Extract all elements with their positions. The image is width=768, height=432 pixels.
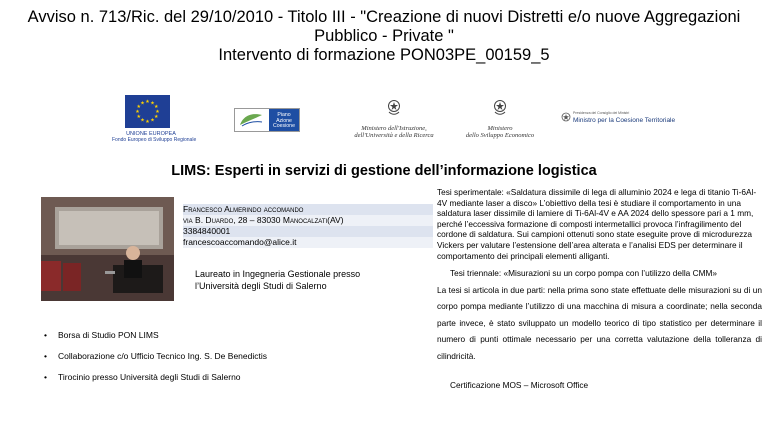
pon-label: Piano Azione Coesione [269,109,299,131]
eu-logo [112,95,197,143]
miur-line-2: dell'Università e della Ricerca [354,132,434,139]
header-line-2: Pubblico - Private " [314,27,454,45]
svg-text:★: ★ [136,114,142,120]
svg-text:★: ★ [135,109,140,115]
italian-emblem-icon [561,111,571,125]
svg-text:★: ★ [155,109,160,115]
coesione-small-text: Presidenza del Consiglio dei Ministri [573,111,630,115]
degree-text: Laureato in Ingegneria Gestionale presso l’Università degli Studi di Salerno [195,269,361,291]
pon-leaf-icon [238,112,264,128]
coesione-title: Ministro per la Coesione Territoriale [573,117,676,124]
profile-photo [41,197,174,301]
certification-text: Certificazione MOS – Microsoft Office [450,380,589,390]
list-item: • Collaborazione c/o Ufficio Tecnico Ing. S. De Benedictis [44,351,274,362]
pon-logo [234,108,300,132]
italian-emblem-icon [493,98,507,116]
contact-name: Francesco Almerindo accomando [183,204,433,215]
svg-text:★: ★ [150,100,155,107]
eu-flag-icon [125,95,170,128]
header-line-3: Intervento di formazione PON03PE_00159_5 [218,46,550,64]
italian-emblem-icon [387,98,401,116]
page-title: LIMS: Esperti in servizi di gestione dell’informazione logistica [171,163,597,179]
svg-text:★: ★ [145,119,150,125]
svg-text:★: ★ [153,104,159,110]
mise-line-2: dello Sviluppo Economico [465,132,535,139]
svg-text:★: ★ [140,100,145,107]
coesione-logo [561,110,676,128]
thesis-sperimentale: Tesi sperimentale: «Saldatura dissimile di lega di alluminio 2024 e lega di titanio Ti-6Al-4V mediante laser a disco» L’obiettivo della tesi è studiare il comportamento in una saldatura laser dissimile di lamiere di Ti-6Al-4V e AA 2024 dello spessore pari a 1 mm, perché l’eccessiva formazione di composti intermetallici provoca l’infragilimento del cordone di saldatura. Sui campioni ottenuti sono state eseguite prove di microdurezza Vickers per valutare l’estensione dell’area alterata e l’analisi EDS per determinare il comportamento dei principali elementi alliganti. [437,187,757,261]
miur-logo [352,98,436,140]
mise-line-1: Ministero [487,124,513,132]
mise-logo [463,98,537,140]
experience-list [44,330,274,393]
header-line-1: Avviso n. 713/Ric. del 29/10/2010 - Titolo III - "Creazione di nuovi Distretti e/o nuove Aggregazioni [27,8,741,26]
svg-text:★: ★ [136,104,142,110]
contact-phone: 3384840001 [183,226,433,237]
list-item: • Borsa di Studio PON LIMS [44,330,274,341]
svg-text:★: ★ [145,99,150,105]
svg-text:★: ★ [153,114,159,120]
miur-line-1: Ministero dell'Istruzione, [361,124,427,132]
page-header [0,8,768,65]
eu-label: UNIONE EUROPEA [126,131,176,137]
contact-email: francescoaccomando@alice.it [183,237,433,248]
eu-fund-label: Fondo Europeo di Sviluppo Regionale [112,137,197,143]
svg-text:★: ★ [150,117,155,124]
thesis-triennale-title: Tesi triennale: «Misurazioni su un corpo pompa con l’utilizzo della CMM» [450,268,718,278]
contact-address: via B. Duardo, 28 – 83030 Manocalzati(AV) [183,215,433,226]
thesis-triennale-body: La tesi si articola in due parti: nella prima sono state effettuate delle misurazioni su di un corpo pompa mediante l’utilizzo di una macchina di misura a coordinate; nella seconda parte invece, è stato sviluppato un modello teorico di tipo statistico per determinare il numero di punti ottimale necessario per una corretta valutazione della tolleranza di cilindricità. [437,285,762,361]
svg-text:★: ★ [140,117,145,124]
list-item: • Tirocinio presso Università degli Studi di Salerno [44,372,274,383]
